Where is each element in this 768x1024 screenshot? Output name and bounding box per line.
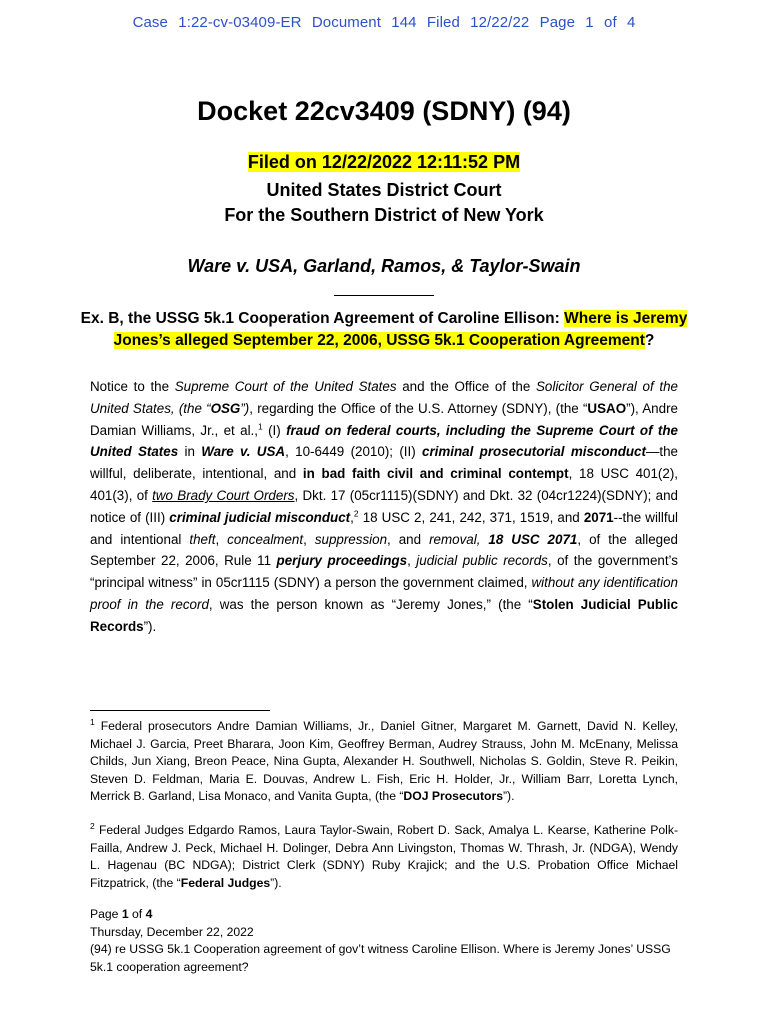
ecf-header-stamp: Case 1:22-cv-03409-ER Document 144 Filed 12/22/22 Page 1 of 4 [132,14,636,31]
footnote-text: ”). [270,875,282,890]
page-label: Page [90,907,122,921]
notice-text: criminal judicial misconduct [169,509,351,525]
notice-text: Stolen Judicial Public Records [90,596,678,634]
footnote-1 [90,718,678,806]
notice-text: , of the alleged September 22, 2006, Rule 11 [90,531,679,569]
notice-text: OSG [210,400,241,416]
notice-text: 2071 [583,509,614,525]
notice-text: , 18 USC 401(2), 401(3), of [90,466,678,503]
notice-text: , [407,553,417,569]
notice-text: , [215,531,228,547]
notice-text: , [303,531,315,547]
footnote-2 [90,822,678,892]
notice-text: two Brady Court Orders [152,487,295,503]
notice-text: perjury proceedings [276,553,408,569]
notice-text: , Dkt. 17 (05cr1115)(SDNY) and Dkt. 32 (04cr1224)(SDNY); and notice of (III) [90,487,678,525]
notice-text: , of the government’s “principal witness” in 05cr1115 (SDNY) a person the government claimed, [90,553,678,591]
notice-text: judicial public records [416,553,548,569]
notice-text: criminal prosecutorial misconduct [422,444,646,460]
filed-date-highlight: Filed on 12/22/2022 12:11:52 PM [247,152,521,172]
notice-text: Solicitor General of the United States, (the “ [90,379,678,416]
notice-text: --the willful and intentional [90,509,679,547]
court-district: For the Southern District of New York [224,205,544,225]
notice-text: , regarding the Office of the U.S. Attorney (SDNY), (the “ [249,400,588,416]
notice-text: (I) [262,422,287,438]
footer-date: Thursday, December 22, 2022 [90,924,254,939]
notice-text: ”) [240,400,250,416]
footnote-number: 1 [90,716,95,727]
notice-text: in [178,444,202,460]
page-number [90,906,690,924]
notice-text: 18 USC 2071 [488,531,578,547]
notice-text: , and [387,531,430,547]
notice-text: 18 USC 2, 241, 242, 371, 1519, and [358,509,584,525]
footnote-text: Federal Judges Edgardo Ramos, Laura Taylor-Swain, Robert D. Sack, Amalya L. Kearse, Katherine Polk-Failla, Andrew J. Peck, Michael H. Dolinger, Debra Ann Livingston, Thomas W. Thrash, Jr. (NDGA), Wendy L. Hagenau (BC NDGA); District Clerk (SDNY) Ruby Krajick; and the U.S. Probation Office Michael Fitzpatrick, (the “ [90,823,678,890]
page-of: of [128,907,146,921]
notice-text: , 10-6449 (2010); (II) [285,444,422,460]
page-footer [90,906,690,976]
footnote-defined-term: Federal Judges [180,875,271,890]
footnote-text: ”). [503,789,515,804]
court-name: United States District Court [266,180,502,200]
footnote-ref-2: 2 [353,508,359,519]
notice-text: suppression [314,531,388,547]
exhibit-heading-question: Where is Jeremy Jones’s alleged September 22, 2006, USSG 5k.1 Cooperation Agreement [113,310,688,349]
exhibit-heading [60,308,708,352]
page-current: 1 [121,907,129,921]
notice-text: and the Office of the [396,379,536,394]
notice-text: in bad faith civil and criminal contempt [302,466,569,482]
caption-divider [334,295,434,296]
notice-text: Supreme Court of the United States [174,379,397,394]
docket-title: Docket 22cv3409 (SDNY) (94) [197,96,571,126]
notice-text: , [350,509,354,525]
footnote-separator [90,710,270,711]
notice-text: Notice to the [90,379,175,394]
exhibit-heading-end: ? [644,332,655,349]
notice-text: fraud on federal courts, including the Supreme Court of the United States [90,422,678,460]
footer-description: (94) re USSG 5k.1 Cooperation agreement of gov’t witness Caroline Ellison. Where is Jeremy Jones’ USSG 5k.1 cooperation agreement? [90,942,671,974]
page-total: 4 [145,907,153,921]
notice-text: concealment [227,531,304,547]
notice-text: ”). [143,618,157,634]
notice-text: removal, [429,531,489,547]
footnote-ref-1: 1 [258,421,263,432]
notice-text: Ware v. USA [201,444,286,460]
notice-text: theft [189,531,216,547]
notice-text: —the willful, deliberate, intentional, and [90,444,678,482]
footnote-defined-term: DOJ Prosecutors [403,789,503,804]
notice-paragraph [90,376,678,638]
notice-text: , was the person known as “Jeremy Jones,” (the “ [208,596,533,612]
notice-text: ”), Andre Damian Williams, Jr., et al., [90,400,678,438]
notice-text: USAO [587,400,627,416]
exhibit-heading-text: Ex. B, the USSG 5k.1 Cooperation Agreement of Caroline Ellison: [80,310,565,327]
footnote-text: Federal prosecutors Andre Damian Williams, Jr., Daniel Gitner, Margaret M. Garnett, David N. Kelley, Michael J. Garcia, Preet Bharara, Joon Kim, Geoffrey Berman, Audrey Strauss, John M. McEnany, Melissa Childs, Jun Xiang, Breon Peace, Nina Gupta, Alexander H. Southwell, Nicholas S. Goldin, Steve R. Peikin, Steven D. Feldman, Maria E. Douvas, Andrew L. Fish, Eric H. Holder, Jr., William Barr, Loretta Lynch, Merrick B. Garland, Lisa Monaco, and Vanita Gupta, (the “ [90,719,678,804]
notice-text: without any identification proof in the record [90,575,678,612]
footnote-number: 2 [90,820,95,831]
case-caption: Ware v. USA, Garland, Ramos, & Taylor-Swain [187,256,581,276]
filed-date-line [0,152,768,173]
